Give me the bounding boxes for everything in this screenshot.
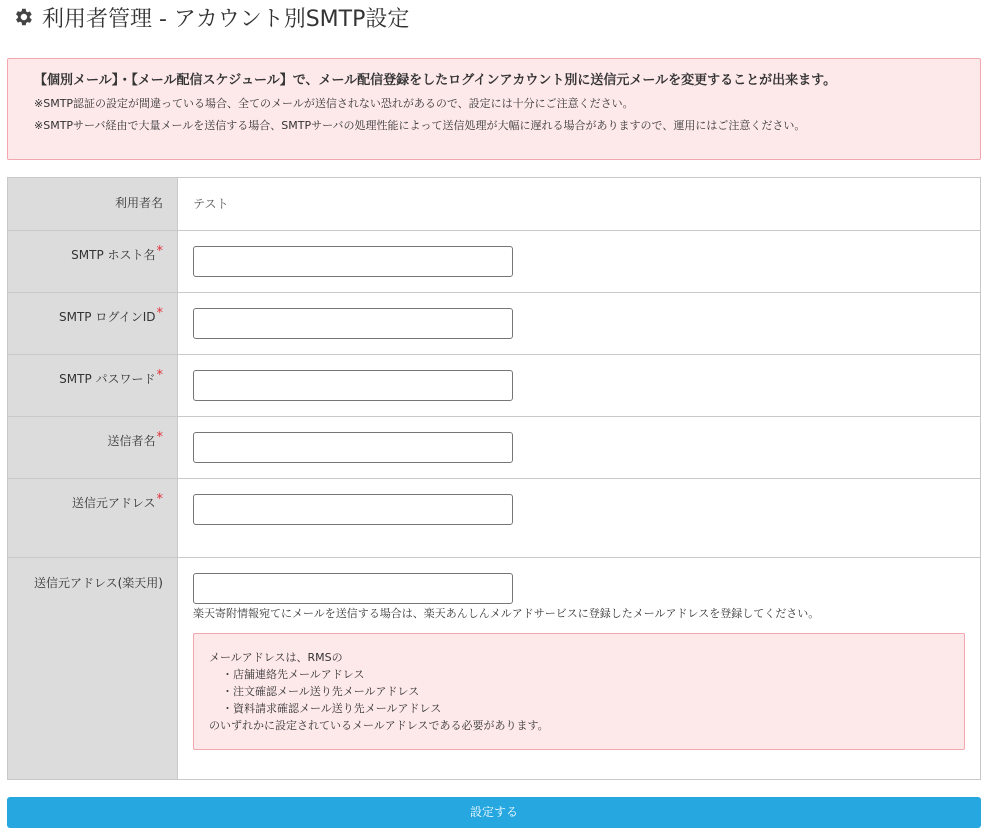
smtp-host-input[interactable] xyxy=(193,246,513,277)
notice-outro: のいずれかに設定されているメールアドレスである必要があります。 xyxy=(209,719,549,732)
rakuten-address-row xyxy=(8,558,981,780)
required-mark: * xyxy=(156,244,163,259)
user-name-label-cell xyxy=(8,178,178,231)
settings-form xyxy=(7,177,981,780)
smtp-password-label: SMTP パスワード xyxy=(59,372,156,386)
required-mark: * xyxy=(156,430,163,445)
smtp-login-id-input[interactable] xyxy=(193,308,513,339)
gear-icon xyxy=(12,6,34,28)
rakuten-address-label-cell xyxy=(8,558,178,780)
notice-item: ・注文確認メール送り先メールアドレス xyxy=(222,685,420,698)
alert-title: 【個別メール】・【メール配信スケジュール】で、メール配信登録をしたログインアカウント別に送信元メールを変更することが出来ます。 xyxy=(34,73,837,88)
sender-name-row xyxy=(8,417,981,479)
page-title-text: 利用者管理 - アカウント別SMTP設定 xyxy=(42,6,410,32)
smtp-password-row xyxy=(8,355,981,417)
smtp-host-label-cell xyxy=(8,231,178,293)
page-title xyxy=(12,2,409,32)
from-address-label-cell xyxy=(8,479,178,558)
notice-item: ・店舗連絡先メールアドレス xyxy=(222,668,365,681)
submit-button[interactable]: 設定する xyxy=(7,797,981,828)
from-address-input[interactable] xyxy=(193,494,513,525)
smtp-host-label: SMTP ホスト名 xyxy=(71,248,156,262)
smtp-login-label: SMTP ログインID xyxy=(58,310,156,324)
alert-note-bulk-mail: ※SMTPサーバ経由で大量メールを送信する場合、SMTPサーバの処理性能によって送信処理が大幅に遅れる場合がありますので、運用にはご注意ください。 xyxy=(34,119,806,132)
rakuten-address-input[interactable] xyxy=(193,573,513,604)
required-mark: * xyxy=(156,492,163,507)
rakuten-address-label: 送信元アドレス(楽天用) xyxy=(33,576,163,590)
smtp-host-row xyxy=(8,231,981,293)
sender-name-label: 送信者名 xyxy=(107,434,156,448)
smtp-password-input[interactable] xyxy=(193,370,513,401)
from-address-label: 送信元アドレス xyxy=(71,496,156,510)
alert-note-smtp-auth: ※SMTP認証の設定が間違っている場合、全てのメールが送信されない恐れがあるので、設定には十分にご注意ください。 xyxy=(34,97,634,110)
rakuten-address-hint: 楽天寄附情報宛てにメールを送信する場合は、楽天あんしんメルアドサービスに登録したメールアドレスを登録してください。 xyxy=(193,607,820,620)
smtp-login-label-cell xyxy=(8,293,178,355)
notice-item: ・資料請求確認メール送り先メールアドレス xyxy=(222,702,442,715)
required-mark: * xyxy=(156,306,163,321)
smtp-login-row xyxy=(8,293,981,355)
user-name-row xyxy=(8,178,981,231)
rms-notice-box xyxy=(193,633,965,750)
user-name-value: テスト xyxy=(178,178,981,231)
user-name-label: 利用者名 xyxy=(114,196,163,210)
from-address-row xyxy=(8,479,981,558)
smtp-password-label-cell xyxy=(8,355,178,417)
required-mark: * xyxy=(156,368,163,383)
notice-intro: メールアドレスは、RMSの xyxy=(209,651,343,664)
warning-alert xyxy=(7,58,981,160)
sender-name-input[interactable] xyxy=(193,432,513,463)
sender-name-label-cell xyxy=(8,417,178,479)
